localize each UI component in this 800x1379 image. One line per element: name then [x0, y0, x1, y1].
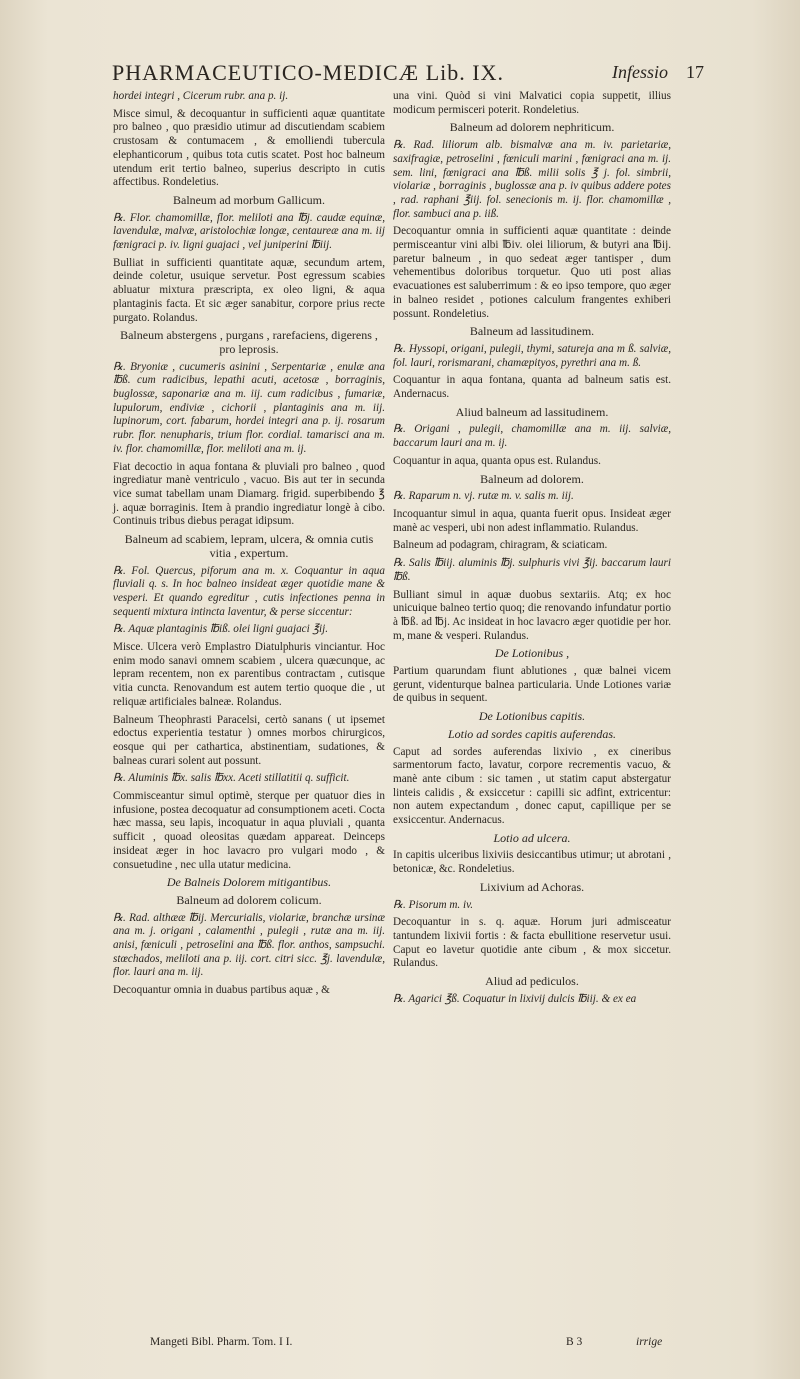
recipe-formula: ℞. Agarici ℥ß. Coquatur in lixivij dulcis ℔iij. & ex ea [393, 992, 637, 1005]
section-heading-italic: Lotio ad ulcera. [493, 830, 571, 845]
section-heading: Balneum ad dolorem nephriticum. [449, 120, 615, 135]
left-column [113, 90, 385, 1002]
paragraph: Bulliant simul in aquæ duobus sextariis. Atq; ex hoc unicuique balneo tertio quoq; die renovando infundatur portio à ℔ß. ad ℔j. Ac insideat in hoc lavacro æger quotidie per hor. m, mane & vesperi. Rulandus. [393, 588, 671, 642]
section-heading: Lixivium ad Achoras. [479, 879, 585, 894]
paragraph: Commisceantur simul optimè, sterque per quatuor dies in infusione, postea decoquatur ad consumptionem aceti. Cocta hæc massa, seu lapis, incoquatur in aqua pluviali , quanta sufficit , quoad oleositas quædam appareat. Deinceps insideat æger in hoc lavacro pro vulgari modo , & consuetudine , nec ulla utatur medicina. [113, 790, 385, 871]
paragraph: In capitis ulceribus lixiviis desiccantibus utimur; ut abrotani , betonicæ, &c. Rondeletius. [393, 849, 671, 876]
paragraph: una vini. Quòd si vini Malvatici copia suppetit, illius modicum permisceri poterit. Rondeletius. [393, 90, 671, 116]
recipe-formula: ℞. Rad. liliorum alb. bismalvæ ana m. iv. parietariæ, saxifragiæ, petroselini , fœniculi marini , fœnigraci ana m. ij. sem. lini, fœnigraci ana ℔ß. milii solis ℥ j. fol. simbrii, violariæ , borraginis , buglossæ ana p. iv quibus addere potes , rad. raphani ℥iij. fol. senecionis m. ij. flor. chamomillæ , flor. sambuci ana p. iiß. [393, 139, 671, 220]
recipe-formula: ℞. Flor. chamomillæ, flor. meliloti ana ℔j. caudæ equinæ, lavendulæ, malvæ, aristolochiæ longæ, centaureæ ana m. iij fœnigraci p. iv. ligni guajaci , vel juniperini ℔iij. [113, 211, 385, 252]
paragraph: Bulliat in sufficienti quantitate aquæ, secundum artem, deinde coletur, usuique servetur. Post egressum scabies abluatur mixtura præscripta, ex oleo ligni, & aqua plantaginis facta. Et sic æger sanabitur, corpore prius recte purgato. Rolandus. [113, 256, 385, 324]
recipe-formula: ℞. Aquæ plantaginis ℔iß. olei ligni guajaci ℥ij. [113, 623, 329, 636]
signature-mark: B 3 [566, 1336, 583, 1348]
paragraph: Fiat decoctio in aqua fontana & pluviali pro balneo , quod ingrediatur manè ventriculo , vacuo. Bis aut ter in secunda vice sumat tabellam unam Diamarg. frigid. superbibendo ℥ j. aquæ borraginis. Item à prandio ingrediatur longè à cibo. Continuis tribus diebus peragat idipsum. [113, 460, 385, 528]
recipe-formula: ℞. Salis ℔iij. aluminis ℔j. sulphuris vivi ℥ij. baccarum lauri ℔ß. [393, 557, 671, 583]
recipe-formula: ℞. Raparum n. vj. rutæ m. v. salis m. iij. [393, 490, 574, 503]
paragraph: Misce. Ulcera verò Emplastro Diatulphuris vinciantur. Hoc enim modo sanavi omnem scabiem , ulcera quæcunque, ac lepram recentem, non ex parentibus contractam , cutisque vitia cuncta. Renovandum est autem tertio quoque die , ut reliquæ artificiales balneæ. Rolandus. [113, 641, 385, 708]
page-number: 17 [686, 62, 704, 82]
catchword: irrige [636, 1336, 663, 1348]
paragraph: Decoquantur omnia in duabus partibus aquæ , & [113, 984, 330, 997]
section-heading: Balneum abstergens , purgans , rarefaciens, digerens , pro leprosis. [120, 328, 378, 356]
recipe-formula: ℞. Origani , pulegii, chamomillæ ana m. iij. salviæ, baccarum lauri ana m. ij. [393, 423, 671, 450]
paragraph: Coquantur in aqua fontana, quanta ad balneum satis est. Andernacus. [393, 374, 671, 401]
section-heading: Aliud ad pediculos. [485, 974, 579, 989]
paragraph: Partium quarundam fiunt ablutiones , quæ balnei vicem gerunt, videnturque balnea particularia. Unde Lotiones variæ de quibus in sequent. [393, 665, 671, 705]
footer-reference: Mangeti Bibl. Pharm. Tom. I I. [150, 1336, 293, 1348]
paragraph: Balneum Theophrasti Paracelsi, certò sanans ( ut ipsemet edoctus experientia testatur ) omnes morbos chirurgicos, eosque qui per cathartica, abstinentiam, sudationes, & balneas curari solent aut possunt. [113, 713, 385, 767]
paragraph: Decoquantur omnia in sufficienti aquæ quantitate : deinde permisceantur vini albi ℔iv. olei liliorum, & butyri ana ℔ij. paretur balneum , in quo sedeat æger tantisper , dum vehementibus doloribus torquetur. Quo uti post alias evacuationes est saluberrimum : & eo ipso tempore, quo æger in balneo residet , potiones calculum frangentes exhiberi possunt. Rondeletius. [393, 225, 671, 320]
section-heading: Aliud balneum ad lassitudinem. [455, 404, 609, 419]
recipe-formula: ℞. Fol. Quercus, piforum ana m. x. Coquantur in aqua fluviali q. s. In hoc balneo insideat æger quotidie mane & vesperi. Et quando egreditur , cutis infectiones penna in sequenti mixtura intincta laventur, & perse siccentur: [113, 564, 385, 618]
recipe-formula: hordei integri , Cicerum rubr. ana p. ij. [113, 90, 289, 102]
paragraph: Caput ad sordes auferendas lixivio , ex cineribus sarmentorum facto, lavatur, corpore recrementis vacuo, & manè ante cibum : sic tamen , ut statim caput abstergatur linteis calidis , & exsiccetur : capilli sic adfint, extricentur: non autem expectandum , donec caput, capillique per se exsiccentur. Andernacus. [393, 745, 671, 827]
section-heading: Balneum ad scabiem, lepram, ulcera, & omnia cutis vitia , expertum. [124, 532, 374, 560]
running-header [112, 60, 712, 90]
section-heading: Balneum ad dolorem colicum. [176, 892, 322, 907]
section-heading: Balneum ad dolorem. [480, 471, 584, 486]
section-heading: Balneum ad morbum Gallicum. [173, 192, 325, 207]
recipe-formula: ℞. Aluminis ℔x. salis ℔xx. Aceti stillatitii q. sufficit. [113, 772, 350, 785]
section-heading-italic: Lotio ad sordes capitis auferendas. [447, 726, 617, 741]
paragraph: Incoquantur simul in aqua, quanta fuerit opus. Insideat æger manè ac vesperi, ubi non adest inflammatio. Rulandus. [393, 507, 671, 534]
section-heading: Balneum ad lassitudinem. [469, 324, 595, 339]
recipe-formula: ℞. Rad. althææ ℔ij. Mercurialis, violariæ, branchæ ursinæ ana m. j. origani , calamenthi , pulegii , rutæ ana m. iij. anisi, fœniculi , petroselini ana ℔ß. flor. anthos, sampsuchi. stœchados, meliloti ana p. iij. cort. citri sicc. ℥j. lavendulæ, flor. lauri ana m. iij. [113, 911, 385, 979]
recipe-formula: ℞. Bryoniæ , cucumeris asinini , Serpentariæ , enulæ ana ℔ß. cum radicibus, lepathi acuti, acetosæ , borraginis, buglossæ, saponariæ ana m. iij. cum radicibus , fumariæ, lupulorum, endiviæ , cichorii , plantaginis ana m. iij. lupinorum, cort. fabarum, hordei integri ana p. ij. rosarum rubr. flor. nenupharis, trium flor. cordial. tamarisci ana m. iv. flor. chamomillæ, flor. meliloti ana m. ij. [113, 360, 385, 455]
recipe-formula: ℞. Hyssopi, origani, pulegii, thymi, satureja ana m ß. salviæ, fol. lauri, rorismarani, chamæpityos, pyrethri ana m. ß. [393, 342, 671, 369]
paragraph: Misce simul, & decoquantur in sufficienti aquæ quantitate pro balneo , quo præsidio utimur ad discutiendam scabiem crustosam & contumacem , & emolliendi tubercula elephanticorum , quibus tota cutis scatet. Post hoc balneum utendum erit tertio balneo, superius descripto in cutis affectibus. Rondeletius. [113, 107, 385, 189]
paragraph: Balneum ad podagram, chiragram, & sciaticam. [393, 539, 608, 552]
section-heading-italic: De Balneis Dolorem mitigantibus. [166, 875, 332, 890]
paragraph: Coquantur in aqua, quanta opus est. Rulandus. [393, 454, 601, 467]
section-heading-italic: De Lotionibus , [494, 646, 570, 661]
paragraph: Decoquantur in s. q. aquæ. Horum juri admisceatur tantundem lixivii fortis : & facta ebullitione reservetur usui. Caput eo lavetur quotidie ante cibum , & mox siccetur. Rulandus. [393, 916, 671, 970]
right-column [393, 90, 671, 1010]
recipe-formula: ℞. Pisorum m. iv. [393, 898, 474, 911]
section-label: Infessio [612, 62, 668, 82]
section-heading-italic: De Lotionibus capitis. [478, 709, 586, 724]
running-title: PHARMACEUTICO-MEDICÆ Lib. IX. [112, 60, 504, 85]
